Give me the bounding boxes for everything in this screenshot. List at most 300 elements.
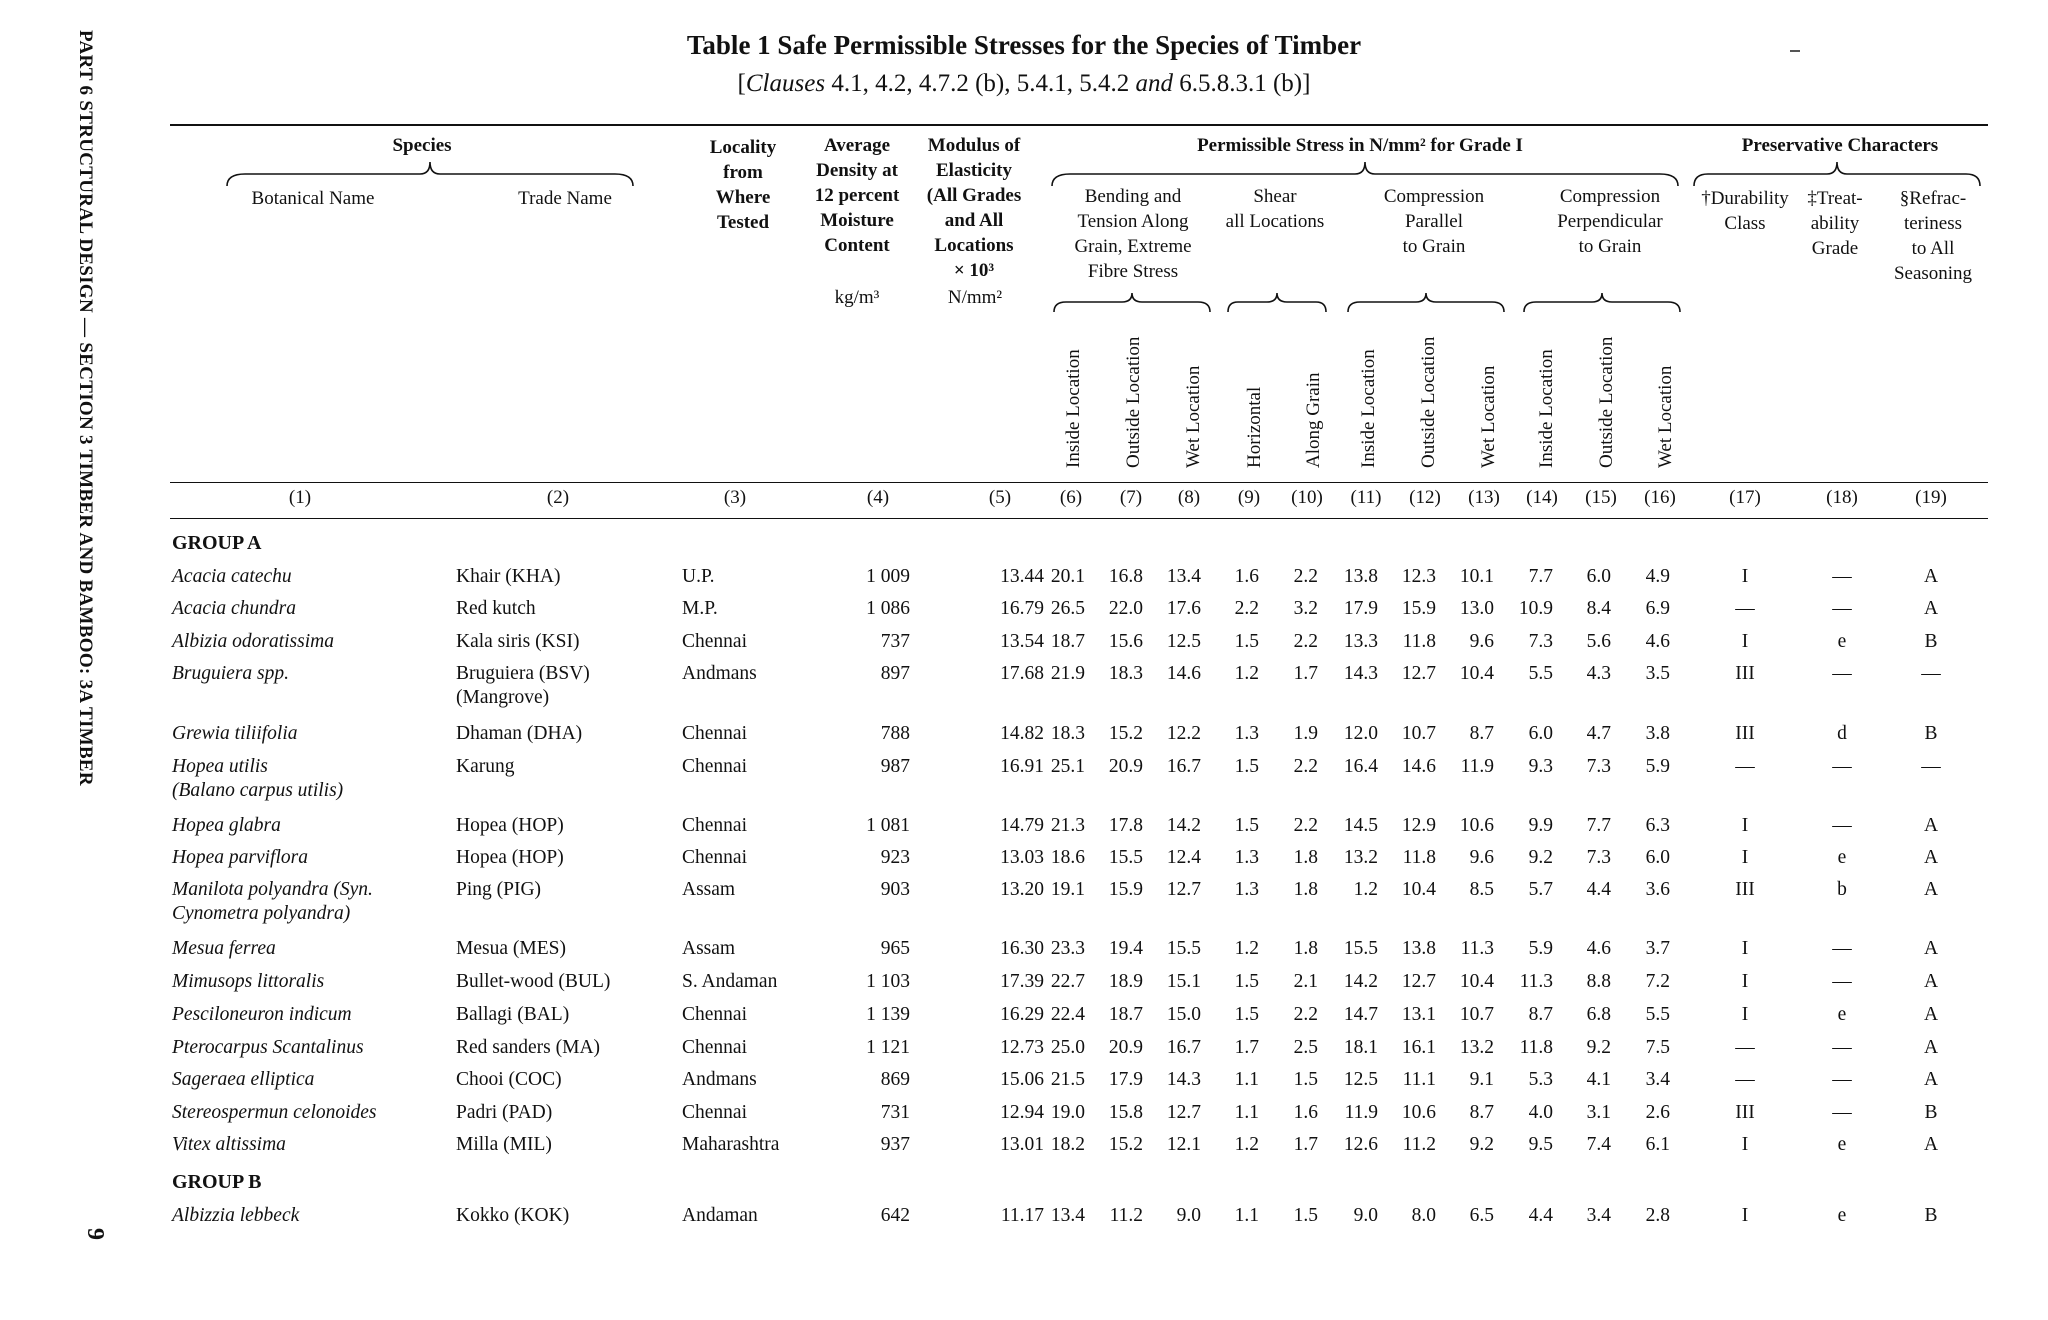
density-value: 1 103: [866, 971, 910, 992]
stress-value: 19.0: [1050, 1102, 1085, 1123]
column-number: (3): [723, 487, 747, 508]
trade-name: Bruguiera (BSV): [456, 663, 590, 684]
stress-value: 1.3: [1234, 847, 1259, 868]
comp-perp-brace: [1522, 290, 1682, 314]
stress-value: 13.0: [1459, 598, 1494, 619]
stress-value: 18.6: [1050, 847, 1085, 868]
stress-value: 11.8: [1402, 631, 1436, 652]
stress-value: 10.7: [1401, 723, 1436, 744]
locality: Chennai: [682, 631, 747, 652]
locality: Chennai: [682, 1004, 747, 1025]
stress-value: 4.6: [1586, 938, 1611, 959]
density-value: 897: [880, 663, 910, 684]
treatability-grade: —: [1832, 663, 1852, 684]
stress-value: 10.6: [1459, 815, 1494, 836]
trade-name: Kokko (KOK): [456, 1205, 570, 1226]
durability-class: I: [1741, 566, 1749, 587]
durability-class: —: [1735, 756, 1755, 777]
refractoriness: A: [1923, 566, 1939, 587]
stress-value: 12.7: [1166, 1102, 1201, 1123]
treatability-grade: e: [1837, 631, 1847, 652]
stress-value: 3.4: [1645, 1069, 1670, 1090]
colnum-bottom-rule: [170, 518, 1988, 519]
trade-name: Milla (MIL): [456, 1134, 552, 1155]
stress-value: 18.3: [1050, 723, 1085, 744]
column-number: (6): [1059, 487, 1083, 508]
stress-value: 15.2: [1108, 723, 1143, 744]
botanical-name: Albizzia lebbeck: [172, 1205, 300, 1226]
stress-value: 12.5: [1343, 1069, 1378, 1090]
stress-value: 2.8: [1645, 1205, 1670, 1226]
stress-value: 4.0: [1528, 1102, 1553, 1123]
botanical-name: Pesciloneuron indicum: [172, 1004, 352, 1025]
refractoriness: A: [1923, 815, 1939, 836]
stress-value: 1.5: [1293, 1069, 1318, 1090]
column-number: (16): [1644, 487, 1676, 508]
stress-value: 11.8: [1519, 1037, 1553, 1058]
stress-value: 7.7: [1528, 566, 1553, 587]
stress-value: 13.2: [1459, 1037, 1494, 1058]
refractoriness: B: [1924, 723, 1938, 744]
locality: Andaman: [682, 1205, 758, 1226]
stress-value: 6.0: [1528, 723, 1553, 744]
locality: Assam: [682, 879, 736, 900]
botanical-name: Pterocarpus Scantalinus: [172, 1037, 364, 1058]
botanical-name: Grewia tiliifolia: [172, 723, 298, 744]
durability-header: †Durability Class: [1701, 188, 1789, 234]
stress-value: 1.5: [1234, 631, 1259, 652]
density-value: 987: [880, 756, 910, 777]
stress-value: 18.7: [1108, 1004, 1143, 1025]
refractoriness: —: [1921, 756, 1941, 777]
stress-value: 14.3: [1343, 663, 1378, 684]
modulus-value: 16.91: [1000, 756, 1044, 777]
stress-value: 2.2: [1293, 566, 1318, 587]
stress-value: 5.5: [1528, 663, 1553, 684]
stress-value: 12.7: [1166, 879, 1201, 900]
refractoriness: A: [1923, 598, 1939, 619]
locality: S. Andaman: [682, 971, 778, 992]
stress-value: 5.9: [1528, 938, 1553, 959]
stress-value: 14.5: [1343, 815, 1378, 836]
stress-value: 22.0: [1108, 598, 1143, 619]
stress-value: 25.1: [1050, 756, 1085, 777]
column-number: (10): [1291, 487, 1323, 508]
modulus-value: 11.17: [1000, 1205, 1044, 1226]
trade-name-cont: (Mangrove): [456, 687, 550, 708]
modulus-value: 12.73: [1000, 1037, 1044, 1058]
density-value: 903: [880, 879, 910, 900]
stress-value: 15.6: [1108, 631, 1143, 652]
stress-value: 13.4: [1050, 1205, 1085, 1226]
stress-value: 1.5: [1234, 1004, 1259, 1025]
stress-value: 1.7: [1293, 1134, 1318, 1155]
stress-value: 7.7: [1586, 815, 1611, 836]
column-number: (7): [1119, 487, 1143, 508]
stress-value: 15.9: [1108, 879, 1143, 900]
botanical-name: Albizia odoratissima: [172, 631, 334, 652]
stress-value: 3.6: [1645, 879, 1670, 900]
stress-value: 6.0: [1586, 566, 1611, 587]
sub-inside-location-perp: Inside Location: [1536, 349, 1557, 468]
stress-value: 10.4: [1459, 663, 1494, 684]
botanical-name: Stereospermun celonoides: [172, 1102, 377, 1123]
density-value: 1 081: [866, 815, 910, 836]
stress-value: 18.9: [1108, 971, 1143, 992]
stress-value: 3.5: [1645, 663, 1670, 684]
stress-value: 9.0: [1353, 1205, 1378, 1226]
modulus-value: 14.79: [1000, 815, 1044, 836]
comp-parallel-header: Compression Parallel to Grain: [1383, 186, 1485, 257]
durability-class: —: [1735, 1037, 1755, 1058]
stress-value: 1.8: [1293, 879, 1318, 900]
stress-value: 9.2: [1586, 1037, 1611, 1058]
sub-wet-location-perp: Wet Location: [1655, 365, 1676, 468]
column-number: (15): [1585, 487, 1617, 508]
durability-class: I: [1741, 1134, 1749, 1155]
column-number: (11): [1350, 487, 1382, 508]
trade-name: Kala siris (KSI): [456, 631, 580, 652]
stress-value: 1.6: [1234, 566, 1259, 587]
durability-class: I: [1741, 847, 1749, 868]
stress-value: 3.2: [1293, 598, 1318, 619]
stress-value: 1.6: [1293, 1102, 1318, 1123]
stress-value: 6.5: [1469, 1205, 1494, 1226]
stress-value: 12.6: [1343, 1134, 1378, 1155]
shear-header: Shear all Locations: [1225, 186, 1325, 232]
refractoriness: B: [1924, 1205, 1938, 1226]
stress-value: 16.4: [1343, 756, 1378, 777]
stress-value: 15.0: [1166, 1004, 1201, 1025]
table-top-rule: [170, 124, 1988, 126]
column-number: (2): [546, 487, 570, 508]
refractoriness: A: [1923, 971, 1939, 992]
stress-value: 18.3: [1108, 663, 1143, 684]
comp-perp-header: Compression Perpendicular to Grain: [1557, 186, 1663, 257]
stress-value: 5.6: [1586, 631, 1611, 652]
trade-name: Mesua (MES): [456, 938, 566, 959]
locality: M.P.: [682, 598, 718, 619]
stress-value: 1.2: [1234, 938, 1259, 959]
density-value: 642: [880, 1205, 910, 1226]
sub-outside-location-bending: Outside Location: [1123, 336, 1144, 468]
locality: Assam: [682, 938, 736, 959]
stress-value: 2.2: [1293, 815, 1318, 836]
stress-value: 21.5: [1050, 1069, 1085, 1090]
treatability-grade: —: [1832, 756, 1852, 777]
stress-value: 1.3: [1234, 879, 1259, 900]
stress-value: 22.7: [1050, 971, 1085, 992]
stress-value: 9.9: [1528, 815, 1553, 836]
stress-value: 7.5: [1645, 1037, 1670, 1058]
stress-value: 11.2: [1402, 1134, 1436, 1155]
refractoriness: —: [1921, 663, 1941, 684]
modulus-value: 12.94: [1000, 1102, 1044, 1123]
stress-value: 14.2: [1166, 815, 1201, 836]
stress-value: 1.1: [1234, 1205, 1259, 1226]
density-value: 869: [880, 1069, 910, 1090]
stress-value: 2.5: [1293, 1037, 1318, 1058]
treatability-grade: —: [1832, 1037, 1852, 1058]
stress-value: 16.1: [1401, 1037, 1436, 1058]
stress-value: 15.5: [1166, 938, 1201, 959]
stress-value: 4.4: [1586, 879, 1611, 900]
treatability-grade: —: [1832, 815, 1852, 836]
trade-name: Khair (KHA): [456, 566, 561, 587]
botanical-name-cont: (Balano carpus utilis): [172, 780, 344, 801]
stress-value: 3.4: [1586, 1205, 1611, 1226]
refractoriness: A: [1923, 1037, 1939, 1058]
stress-value: 13.4: [1166, 566, 1201, 587]
stress-value: 2.2: [1234, 598, 1259, 619]
botanical-name: Hopea glabra: [172, 815, 281, 836]
locality: Chennai: [682, 723, 747, 744]
stress-value: 12.5: [1166, 631, 1201, 652]
botanical-name: Mesua ferrea: [172, 938, 276, 959]
sub-inside-location-parallel: Inside Location: [1358, 349, 1379, 468]
stress-value: 6.8: [1586, 1004, 1611, 1025]
species-brace: [225, 158, 635, 188]
stress-value: 6.0: [1645, 847, 1670, 868]
stress-value: 3.7: [1645, 938, 1670, 959]
permissible-brace: [1050, 158, 1680, 188]
stress-value: 11.3: [1519, 971, 1553, 992]
refractoriness: A: [1923, 847, 1939, 868]
permissible-stress-header: Permissible Stress in N/mm² for Grade I: [1197, 135, 1523, 156]
stress-value: 17.9: [1108, 1069, 1143, 1090]
trade-name: Red kutch: [456, 598, 536, 619]
stress-value: 20.9: [1108, 756, 1143, 777]
botanical-name-header: Botanical Name: [251, 188, 375, 209]
stress-value: 11.1: [1402, 1069, 1436, 1090]
column-number: (17): [1729, 487, 1761, 508]
stress-value: 8.7: [1528, 1004, 1553, 1025]
stress-value: 12.9: [1401, 815, 1436, 836]
stress-value: 18.7: [1050, 631, 1085, 652]
stress-value: 15.9: [1401, 598, 1436, 619]
botanical-name: Vitex altissima: [172, 1134, 286, 1155]
stress-value: 13.8: [1401, 938, 1436, 959]
locality: Chennai: [682, 756, 747, 777]
stress-value: 13.1: [1401, 1004, 1436, 1025]
stress-value: 4.9: [1645, 566, 1670, 587]
stress-value: 12.7: [1401, 663, 1436, 684]
modulus-value: 13.54: [1000, 631, 1044, 652]
stress-value: 5.7: [1528, 879, 1553, 900]
treatability-grade: —: [1832, 598, 1852, 619]
modulus-value: 16.30: [1000, 938, 1044, 959]
locality: Chennai: [682, 1037, 747, 1058]
stress-value: 20.9: [1108, 1037, 1143, 1058]
stress-value: 1.1: [1234, 1102, 1259, 1123]
modulus-value: 17.68: [1000, 663, 1044, 684]
density-value: 737: [880, 631, 910, 652]
modulus-value: 17.39: [1000, 971, 1044, 992]
stress-value: 8.4: [1586, 598, 1611, 619]
botanical-name: Acacia chundra: [172, 598, 297, 619]
density-value: 788: [880, 723, 910, 744]
treatability-header: ‡Treat- ability Grade: [1807, 188, 1863, 259]
modulus-value: 13.20: [1000, 879, 1044, 900]
stress-value: 1.5: [1234, 815, 1259, 836]
stress-value: 1.7: [1293, 663, 1318, 684]
stress-value: 1.1: [1234, 1069, 1259, 1090]
column-number: (18): [1826, 487, 1858, 508]
column-number: (9): [1237, 487, 1261, 508]
table-clauses: [Clauses 4.1, 4.2, 4.7.2 (b), 5.4.1, 5.4.2 and 6.5.8.3.1 (b)]: [737, 70, 1311, 97]
stress-value: 1.5: [1293, 1205, 1318, 1226]
stress-value: 8.7: [1469, 723, 1494, 744]
stress-value: 10.9: [1518, 598, 1553, 619]
stress-value: 6.9: [1645, 598, 1670, 619]
trade-name-header: Trade Name: [518, 188, 612, 209]
treatability-grade: b: [1837, 879, 1847, 900]
stress-value: 11.2: [1109, 1205, 1143, 1226]
refractoriness: A: [1923, 938, 1939, 959]
stress-value: 10.4: [1401, 879, 1436, 900]
stress-value: 7.4: [1586, 1134, 1611, 1155]
trade-name: Red sanders (MA): [456, 1037, 601, 1058]
locality: U.P.: [682, 566, 715, 587]
botanical-name: Bruguiera spp.: [172, 663, 289, 684]
stress-value: 2.2: [1293, 756, 1318, 777]
treatability-grade: e: [1837, 1205, 1847, 1226]
botanical-name: Acacia catechu: [172, 566, 292, 587]
durability-class: I: [1741, 815, 1749, 836]
stress-value: 6.1: [1645, 1134, 1670, 1155]
stress-value: 17.9: [1343, 598, 1378, 619]
stress-value: 15.5: [1343, 938, 1378, 959]
refractoriness: A: [1923, 1004, 1939, 1025]
column-number: (12): [1409, 487, 1441, 508]
stress-value: 1.2: [1234, 1134, 1259, 1155]
treatability-grade: e: [1837, 847, 1847, 868]
botanical-name: Mimusops littoralis: [172, 971, 325, 992]
stress-value: 14.6: [1166, 663, 1201, 684]
botanical-name: Sageraea elliptica: [172, 1069, 315, 1090]
durability-class: I: [1741, 938, 1749, 959]
stress-value: 2.2: [1293, 1004, 1318, 1025]
stress-value: 20.1: [1050, 566, 1085, 587]
shear-brace: [1226, 290, 1328, 314]
sub-outside-location-parallel: Outside Location: [1418, 336, 1439, 468]
stress-value: 26.5: [1050, 598, 1085, 619]
stress-value: 1.7: [1234, 1037, 1259, 1058]
trade-name: Karung: [456, 756, 515, 777]
botanical-name-cont: Cynometra polyandra): [172, 903, 351, 924]
locality: Chennai: [682, 815, 747, 836]
density-value: 1 139: [866, 1004, 910, 1025]
stress-value: 1.8: [1293, 847, 1318, 868]
stress-value: 9.0: [1176, 1205, 1201, 1226]
trade-name: Hopea (HOP): [456, 815, 564, 836]
column-number: (5): [988, 487, 1012, 508]
stress-value: 13.8: [1343, 566, 1378, 587]
stress-value: 1.2: [1353, 879, 1378, 900]
stress-value: 2.1: [1293, 971, 1318, 992]
stress-value: 11.9: [1460, 756, 1494, 777]
trade-name: Hopea (HOP): [456, 847, 564, 868]
treatability-grade: —: [1832, 971, 1852, 992]
sub-wet-location-parallel: Wet Location: [1478, 365, 1499, 468]
stress-value: 6.3: [1645, 815, 1670, 836]
group-a-heading: GROUP A: [172, 532, 262, 554]
stress-value: 4.6: [1645, 631, 1670, 652]
modulus-value: 16.29: [1000, 1004, 1044, 1025]
modulus-value: 13.01: [1000, 1134, 1044, 1155]
stress-value: 15.8: [1108, 1102, 1143, 1123]
treatability-grade: d: [1837, 723, 1847, 744]
column-number: (19): [1915, 487, 1947, 508]
stress-value: 17.6: [1166, 598, 1201, 619]
stress-value: 14.6: [1401, 756, 1436, 777]
stress-value: 21.9: [1050, 663, 1085, 684]
durability-class: III: [1735, 879, 1755, 900]
column-number: (8): [1177, 487, 1201, 508]
refractoriness: A: [1923, 1134, 1939, 1155]
stress-value: 1.8: [1293, 938, 1318, 959]
stress-value: 18.1: [1343, 1037, 1378, 1058]
stress-value: 12.3: [1401, 566, 1436, 587]
stress-value: 12.4: [1166, 847, 1201, 868]
stress-value: 9.3: [1528, 756, 1553, 777]
stress-value: 8.8: [1586, 971, 1611, 992]
treatability-grade: —: [1832, 1102, 1852, 1123]
stress-value: 9.2: [1469, 1134, 1494, 1155]
botanical-name: Hopea utilis: [172, 756, 268, 777]
column-number: (13): [1468, 487, 1500, 508]
stress-value: 3.8: [1645, 723, 1670, 744]
durability-class: I: [1741, 1004, 1749, 1025]
stress-value: 9.1: [1469, 1069, 1494, 1090]
sub-inside-location-bending: Inside Location: [1063, 349, 1084, 468]
stress-value: 21.3: [1050, 815, 1085, 836]
stress-value: 17.8: [1108, 815, 1143, 836]
stress-value: 7.3: [1586, 847, 1611, 868]
durability-class: III: [1735, 1102, 1755, 1123]
column-number: (4): [866, 487, 890, 508]
stress-value: 12.2: [1166, 723, 1201, 744]
stress-value: 5.3: [1528, 1069, 1553, 1090]
stress-value: 19.1: [1050, 879, 1085, 900]
stress-value: 8.7: [1469, 1102, 1494, 1123]
stress-value: 23.3: [1050, 938, 1085, 959]
preservative-brace: [1692, 158, 1982, 188]
stress-value: 11.8: [1402, 847, 1436, 868]
locality: Chennai: [682, 1102, 747, 1123]
stress-value: 18.2: [1050, 1134, 1085, 1155]
locality: Andmans: [682, 1069, 757, 1090]
density-unit: kg/m³: [834, 287, 880, 308]
stress-value: 13.2: [1343, 847, 1378, 868]
stress-value: 12.7: [1401, 971, 1436, 992]
modulus-value: 13.03: [1000, 847, 1044, 868]
durability-class: —: [1735, 1069, 1755, 1090]
sub-horizontal-shear: Horizontal: [1244, 386, 1265, 468]
stress-value: 9.5: [1528, 1134, 1553, 1155]
stress-value: 2.6: [1645, 1102, 1670, 1123]
botanical-name: Manilota polyandra (Syn.: [172, 879, 373, 900]
stress-value: 12.0: [1343, 723, 1378, 744]
trade-name: Dhaman (DHA): [456, 723, 583, 744]
stress-value: 9.6: [1469, 847, 1494, 868]
stress-value: 10.1: [1459, 566, 1494, 587]
treatability-grade: —: [1832, 1069, 1852, 1090]
locality-header: Locality from Where Tested: [709, 137, 777, 233]
stress-value: 5.5: [1645, 1004, 1670, 1025]
treatability-grade: e: [1837, 1134, 1847, 1155]
stress-value: 10.6: [1401, 1102, 1436, 1123]
